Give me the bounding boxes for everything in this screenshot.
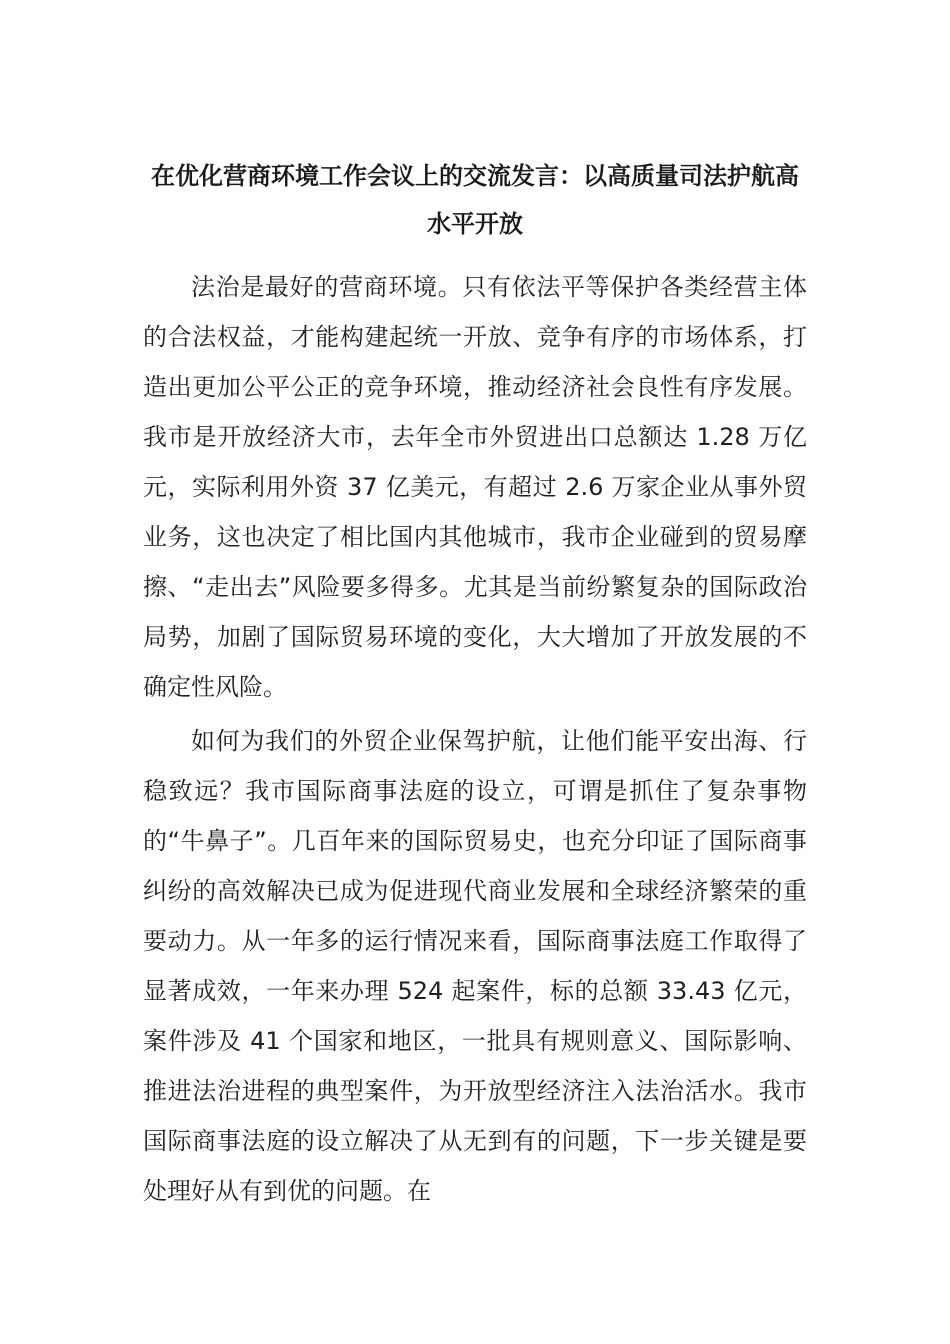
body-paragraph-1: 法治是最好的营商环境。只有依法平等保护各类经营主体的合法权益，才能构建起统一开放、竞争有序的市场体系，打造出更加公平公正的竞争环境，推动经济社会良性有序发展。我市是开放经济大市，去年全市外贸进出口总额达 1.28 万亿元，实际利用外资 37 亿美元，有超过 2.6 万家企业从事外贸业务，这也决定了相比国内其他城市，我市企业碰到的贸易摩擦、“走出去”风险要多得多。尤其是当前纷繁复杂的国际政治局势，加剧了国际贸易环境的变化，大大增加了开放发展的不确定性风险。 bbox=[143, 273, 807, 701]
body-paragraph-2: 如何为我们的外贸企业保驾护航，让他们能平安出海、行稳致远？我市国际商事法庭的设立，可谓是抓住了复杂事物的“牛鼻子”。几百年来的国际贸易史，也充分印证了国际商事纠纷的高效解决已成为促进现代商业发展和全球经济繁荣的重要动力。从一年多的运行情况来看，国际商事法庭工作取得了显著成效，一年来办理 524 起案件，标的总额 33.43 亿元，案件涉及 41 个国家和地区，一批具有规则意义、国际影响、推进法治进程的典型案件，为开放型经济注入法治活水。我市国际商事法庭的设立解决了从无到有的问题，下一步关键是要处理好从有到优的问题。在 bbox=[143, 727, 807, 1205]
document-title: 在优化营商环境工作会议上的交流发言：以高质量司法护航高水平开放 bbox=[151, 162, 799, 238]
